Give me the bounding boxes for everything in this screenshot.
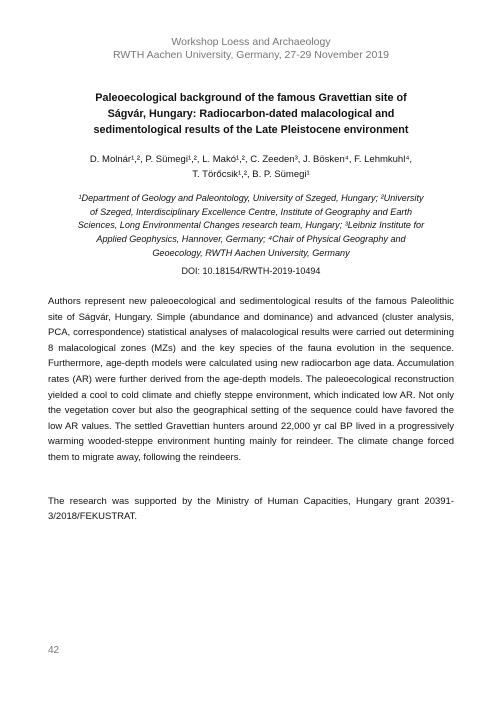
header-venue-date: RWTH Aachen University, Germany, 27-29 November 2019 — [112, 49, 390, 61]
affiliation-line: of Szeged, Interdisciplinary Excellence Centre, Institute of Geography and Earth — [90, 206, 412, 217]
header-workshop-name: Workshop Loess and Archaeology — [171, 36, 331, 48]
affiliation-line: Geoecology, RWTH Aachen University, Germany — [152, 247, 350, 258]
page-number: 42 — [48, 645, 60, 656]
running-header — [0, 36, 502, 62]
doi-link[interactable]: DOI: 10.18154/RWTH-2019-10494 — [181, 266, 321, 276]
authors-line: T. Törőcsik¹,², B. P. Sümegi¹ — [192, 169, 310, 180]
abstract-text: Authors represent new paleoecological and sedimentological results of the famous Paleolithic site of Ságvár, Hungary. Simple (abundance and dominance) and advanced (cluster analysis, PCA, correspondence) statistical analyses of malacological results were carried out determining 8 malacological zones (MZs) and the key species of the fauna evolution in the sequence. Furthermore, age-depth models were calculated using new radiocarbon age data. Accumulation rates (AR) were further derived from the age-depth models. The paleoecological reconstruction yielded a cool to cold climate and chiefly steppe environment, which indicated low AR. Not only the vegetation cover but also the geographical setting of the sequence could have favored the low AR values. The settled Gravettian hunters around 22,000 yr cal BP lived in a progressively warming wooded-steppe environment hunting mainly for reindeer. The climate change forced them to migrate away, following the reindeers. — [48, 296, 454, 463]
affiliation-line: ¹Department of Geology and Paleontology, University of Szeged, Hungary; ²University — [78, 193, 424, 203]
affiliation-line: Sciences, Long Environmental Changes research team, Hungary; ³Leibniz Institute for — [77, 220, 425, 231]
affiliation-line: Applied Geophysics, Hannover, Germany; ⁴Chair of Physical Geography and — [96, 234, 406, 245]
affiliations — [48, 192, 454, 261]
author-list — [48, 152, 454, 182]
title-line: Ságvár, Hungary: Radiocarbon-dated malacological and — [107, 108, 395, 120]
acknowledgement-text: The research was supported by the Ministry of Human Capacities, Hungary grant 20391-3/2018/FEKUSTRAT. — [48, 496, 454, 522]
authors-line: D. Molnár¹,², P. Sümegi¹,², L. Makó¹,², C. Zeeden³, J. Bösken⁴, F. Lehmkuhl⁴, — [89, 154, 413, 165]
title-line: sedimentological results of the Late Pleistocene environment — [93, 124, 409, 136]
title-line: Paleoecological background of the famous Gravettian site of — [95, 92, 407, 104]
paper-title — [48, 90, 454, 138]
